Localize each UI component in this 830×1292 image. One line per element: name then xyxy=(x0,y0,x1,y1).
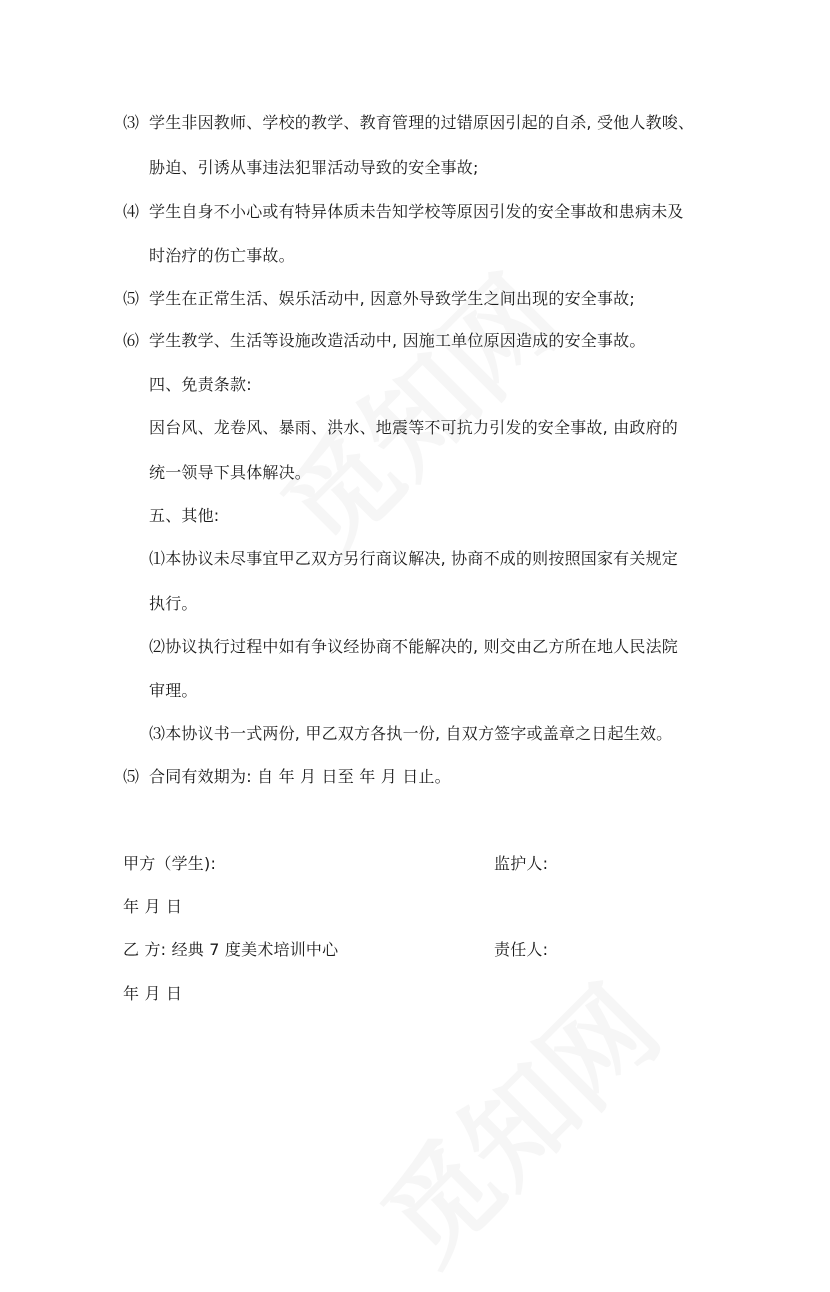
party-b-label: 乙 方: 经典 7 度美术培训中心 xyxy=(123,940,339,959)
validity-clause xyxy=(123,767,451,787)
clause-number: ⑹ xyxy=(123,331,140,350)
section4-text-line2: 统一领导下具体解决。 xyxy=(149,463,312,482)
section5-item1-line1: ⑴本协议未尽事宜甲乙双方另行商议解决, 协商不成的则按照国家有关规定 xyxy=(149,549,678,568)
watermark-lower xyxy=(342,946,687,1291)
clause-4 xyxy=(123,202,684,222)
section5-item2-line1: ⑵协议执行过程中如有争议经协商不能解决的, 则交由乙方所在地人民法院 xyxy=(149,637,678,656)
clause-number: ⑷ xyxy=(123,202,140,221)
clause-text: 学生在正常生活、娱乐活动中, 因意外导致学生之间出现的安全事故; xyxy=(149,289,635,308)
clause-6 xyxy=(123,331,646,351)
clause-number: ⑸ xyxy=(123,289,140,308)
clause-text: 学生教学、生活等设施改造活动中, 因施工单位原因造成的安全事故。 xyxy=(149,331,646,350)
clause-3-continued: 胁迫、引诱从事违法犯罪活动导致的安全事故; xyxy=(149,158,479,177)
section5-item3-line1: ⑶本协议书一式两份, 甲乙双方各执一份, 自双方签字或盖章之日起生效。 xyxy=(149,724,673,743)
section4-heading: 四、免责条款: xyxy=(149,375,252,394)
clause-4-continued: 时治疗的伤亡事故。 xyxy=(149,246,295,265)
guardian-label: 监护人: xyxy=(494,854,549,873)
clause-text: 学生自身不小心或有特异体质未告知学校等原因引发的安全事故和患病未及 xyxy=(149,202,684,221)
validity-text: 合同有效期为: 自 年 月 日至 年 月 日止。 xyxy=(149,767,451,786)
section5-heading: 五、其他: xyxy=(149,506,220,525)
section5-item1-line2: 执行。 xyxy=(149,594,198,613)
section5-item2-line2: 审理。 xyxy=(149,681,198,700)
responsible-label: 责任人: xyxy=(494,940,549,959)
section4-text-line1: 因台风、龙卷风、暴雨、洪水、地震等不可抗力引发的安全事故, 由政府的 xyxy=(149,418,678,437)
clause-number: ⑶ xyxy=(123,113,140,132)
clause-text: 学生非因教师、学校的教学、教育管理的过错原因引起的自杀, 受他人教唆、 xyxy=(149,113,695,132)
party-a-label: 甲方（学生): xyxy=(123,854,217,873)
clause-5 xyxy=(123,289,635,309)
party-a-date: 年 月 日 xyxy=(123,897,183,916)
clause-number: ⑸ xyxy=(123,767,140,786)
party-b-date: 年 月 日 xyxy=(123,984,183,1003)
clause-3 xyxy=(123,113,694,133)
